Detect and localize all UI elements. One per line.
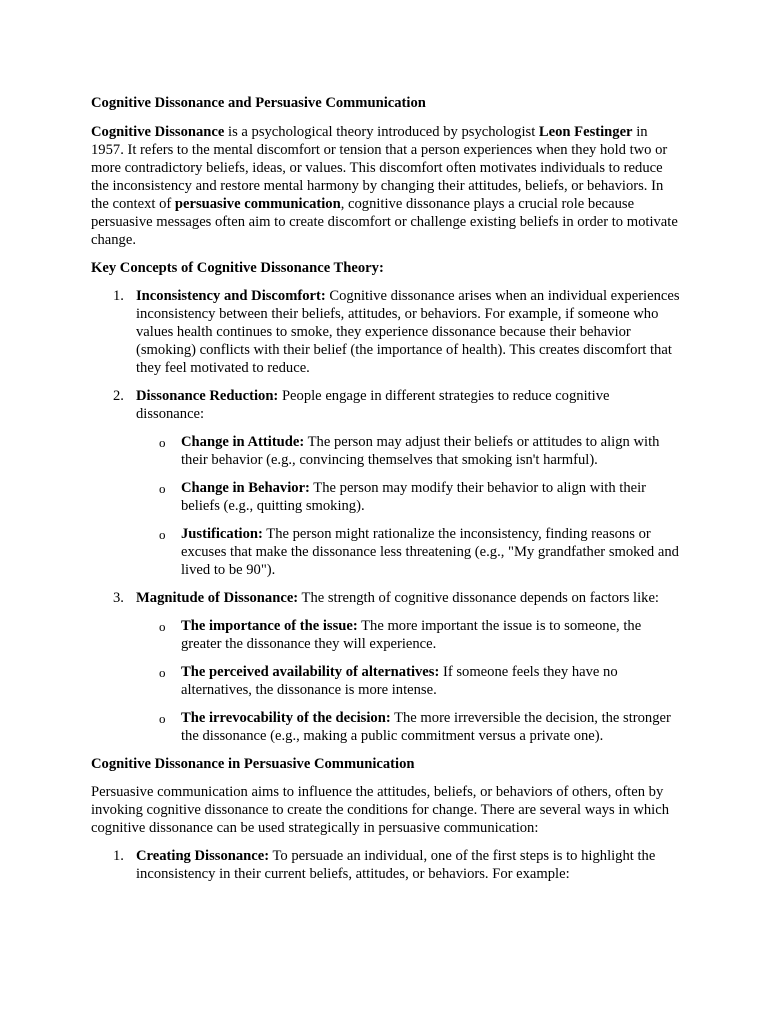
bullet-icon: o [159, 665, 166, 680]
list-item [91, 589, 681, 745]
sub-list [136, 617, 681, 745]
persuasive-paragraph: Persuasive communication aims to influence the attitudes, beliefs, or behaviors of others, often by invoking cognitive dissonance to create the conditions for change. There are several ways in which cognitive dissonance can be used strategically in persuasive communication: [91, 784, 670, 836]
sub-item-text: The person may modify their behavior to align with their beliefs (e.g., quitting smoking). [181, 480, 647, 514]
intro-paragraph [91, 123, 681, 249]
key-concepts-heading: Key Concepts of Cognitive Dissonance Theory: [91, 260, 384, 276]
intro-person: Leon Festinger [538, 124, 633, 140]
bullet-icon: o [159, 527, 166, 542]
bullet-icon: o [159, 481, 166, 496]
document-title: Cognitive Dissonance and Persuasive Communication [91, 95, 426, 111]
sub-item-text: The person might rationalize the inconsistency, finding reasons or excuses that make the dissonance less threatening (e.g., "My grandfather smoked and lived to be 90"). [181, 526, 679, 578]
item-term: Magnitude of Dissonance: [136, 590, 299, 606]
sub-list-item [136, 479, 681, 515]
intro-text-3: , cognitive dissonance plays a crucial role because persuasive messages often aim to create discomfort or challenge existing beliefs in order to motivate change. [91, 196, 678, 248]
sub-item-text: The more important the issue is to someone, the greater the dissonance they will experience. [181, 618, 642, 652]
sub-item-term: Justification: [181, 526, 263, 542]
item-term: Inconsistency and Discomfort: [136, 288, 326, 304]
item-text: The strength of cognitive dissonance depends on factors like: [298, 590, 659, 606]
sub-list-item [136, 525, 681, 579]
intro-text-2: in 1957. It refers to the mental discomfort or tension that a person experiences when they hold two or more contradictory beliefs, ideas, or values. This discomfort often motivates individuals to reduce the inconsistency and restore mental harmony by changing their attitudes, beliefs, or behaviors. In the context of [91, 124, 668, 212]
list-item [91, 847, 681, 883]
sub-list-item [136, 433, 681, 469]
item-text: Cognitive dissonance arises when an individual experiences inconsistency between their beliefs, attitudes, or behaviors. For example, if someone who values health continues to smoke, they experience dissonance because their behavior (smoking) conflicts with their belief (the importance of health). This creates discomfort that they feel motivated to reduce. [136, 288, 680, 376]
item-term: Dissonance Reduction: [136, 388, 279, 404]
sub-item-term: Change in Attitude: [181, 434, 305, 450]
intro-term: Cognitive Dissonance [91, 124, 225, 140]
list-number: 3. [113, 590, 124, 606]
list-number: 1. [113, 288, 124, 304]
intro-text-1: is a psychological theory introduced by psychologist [224, 124, 539, 140]
bullet-icon: o [159, 711, 166, 726]
sub-item-term: The importance of the issue: [181, 618, 358, 634]
key-concepts-list [91, 287, 681, 745]
list-number: 2. [113, 388, 124, 404]
bullet-icon: o [159, 619, 166, 634]
bullet-icon: o [159, 435, 166, 450]
sub-item-term: Change in Behavior: [181, 480, 310, 496]
item-term: Creating Dissonance: [136, 848, 270, 864]
sub-list-item [136, 617, 681, 653]
sub-item-term: The perceived availability of alternatives: [181, 664, 440, 680]
sub-item-text: The person may adjust their beliefs or attitudes to align with their behavior (e.g., convincing themselves that smoking isn't harmful). [181, 434, 660, 468]
list-item [91, 387, 681, 579]
sub-list-item [136, 709, 681, 745]
sub-item-term: The irrevocability of the decision: [181, 710, 391, 726]
sub-list [136, 433, 681, 579]
item-text: People engage in different strategies to reduce cognitive dissonance: [136, 388, 610, 422]
sub-list-item [136, 663, 681, 699]
sub-item-text: If someone feels they have no alternatives, the dissonance is more intense. [181, 664, 618, 698]
intro-concept: persuasive communication [174, 196, 341, 212]
item-text: To persuade an individual, one of the first steps is to highlight the inconsistency in their current beliefs, attitudes, or behaviors. For example: [136, 848, 656, 882]
document-body [91, 94, 681, 893]
list-number: 1. [113, 848, 124, 864]
persuasive-heading: Cognitive Dissonance in Persuasive Communication [91, 756, 415, 772]
persuasive-list [91, 847, 681, 883]
sub-item-text: The more irreversible the decision, the stronger the dissonance (e.g., making a public commitment versus a private one). [181, 710, 671, 744]
list-item [91, 287, 681, 377]
